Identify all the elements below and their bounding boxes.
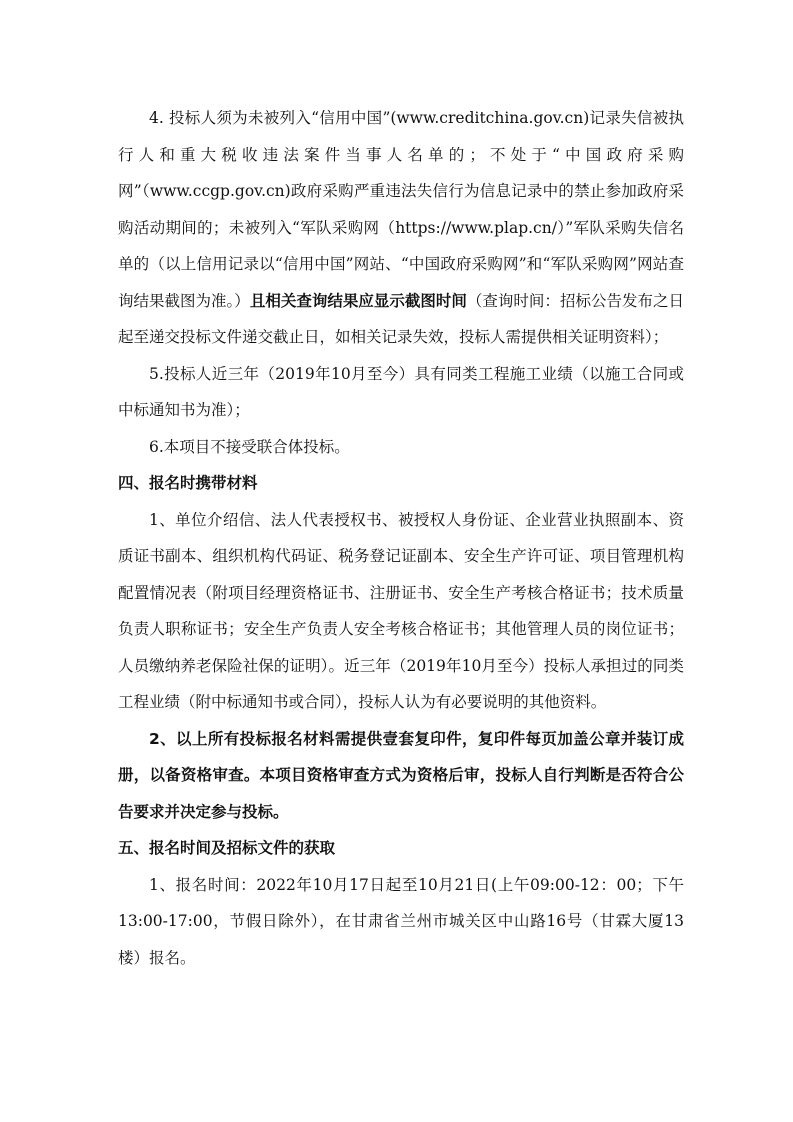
item-4-text: 4. 投标人须为未被列入“信用中国”(www.creditchina.gov.cn)记录失信被执行人和重大税收违法案件当事人名单的；不处于“中国政府采购网”（www.ccgp.gov.cn)政府采购严重违法失信行为信息记录中的禁止参加政府采购活动期间的；未被列入“军队采购网（https://www.plap.cn/）”军队采购失信名单的（以上信用记录以“信用中国”网站、“中国政府采购网”和“军队采购网”网站查询结果截图为准。） <box>118 109 684 310</box>
section-4-paragraph-2: 2、以上所有投标报名材料需提供壹套复印件，复印件每页加盖公章并装订成册，以备资格审查。本项目资格审查方式为资格后审，投标人自行判断是否符合公告要求并决定参与投标。 <box>118 729 684 821</box>
paragraph-item-5: 5.投标人近三年（2019年10月至今）具有同类工程施工业绩（以施工合同或中标通知书为准）； <box>118 364 684 419</box>
paragraph-item-4 <box>118 100 684 356</box>
document-page <box>118 100 684 976</box>
section-4-heading: 四、报名时携带材料 <box>118 474 258 492</box>
section-5-heading: 五、报名时间及招标文件的获取 <box>118 839 336 857</box>
section-4-paragraph-1: 1、单位介绍信、法人代表授权书、被授权人身份证、企业营业执照副本、资质证书副本、组织机构代码证、税务登记证副本、安全生产许可证、项目管理机构配置情况表（附项目经理资格证书、注册证书、安全生产考核合格证书；技术质量负责人职称证书；安全生产负责人安全考核合格证书；其他管理人员的岗位证书；人员缴纳养老保险社保的证明）。近三年（2019年10月至今）投标人承担过的同类工程业绩（附中标通知书或合同），投标人认为有必要说明的其他资料。 <box>118 510 684 711</box>
item-4-text-tail: （查询时间：招标公告发布之日起至递交投标文件递交截止日，如相关记录失效，投标人需提供相关证明资料）； <box>118 291 684 346</box>
section-5-paragraph-1: 1、报名时间：2022年10月17日起至10月21日(上午09:00-12：00；下午13:00-17:00，节假日除外），在甘肃省兰州市城关区中山路16号（甘霖大厦13楼）报名。 <box>118 875 684 967</box>
item-4-bold-text: 且相关查询结果应显示截图时间 <box>249 291 467 310</box>
paragraph-item-6: 6.本项目不接受联合体投标。 <box>149 437 350 456</box>
